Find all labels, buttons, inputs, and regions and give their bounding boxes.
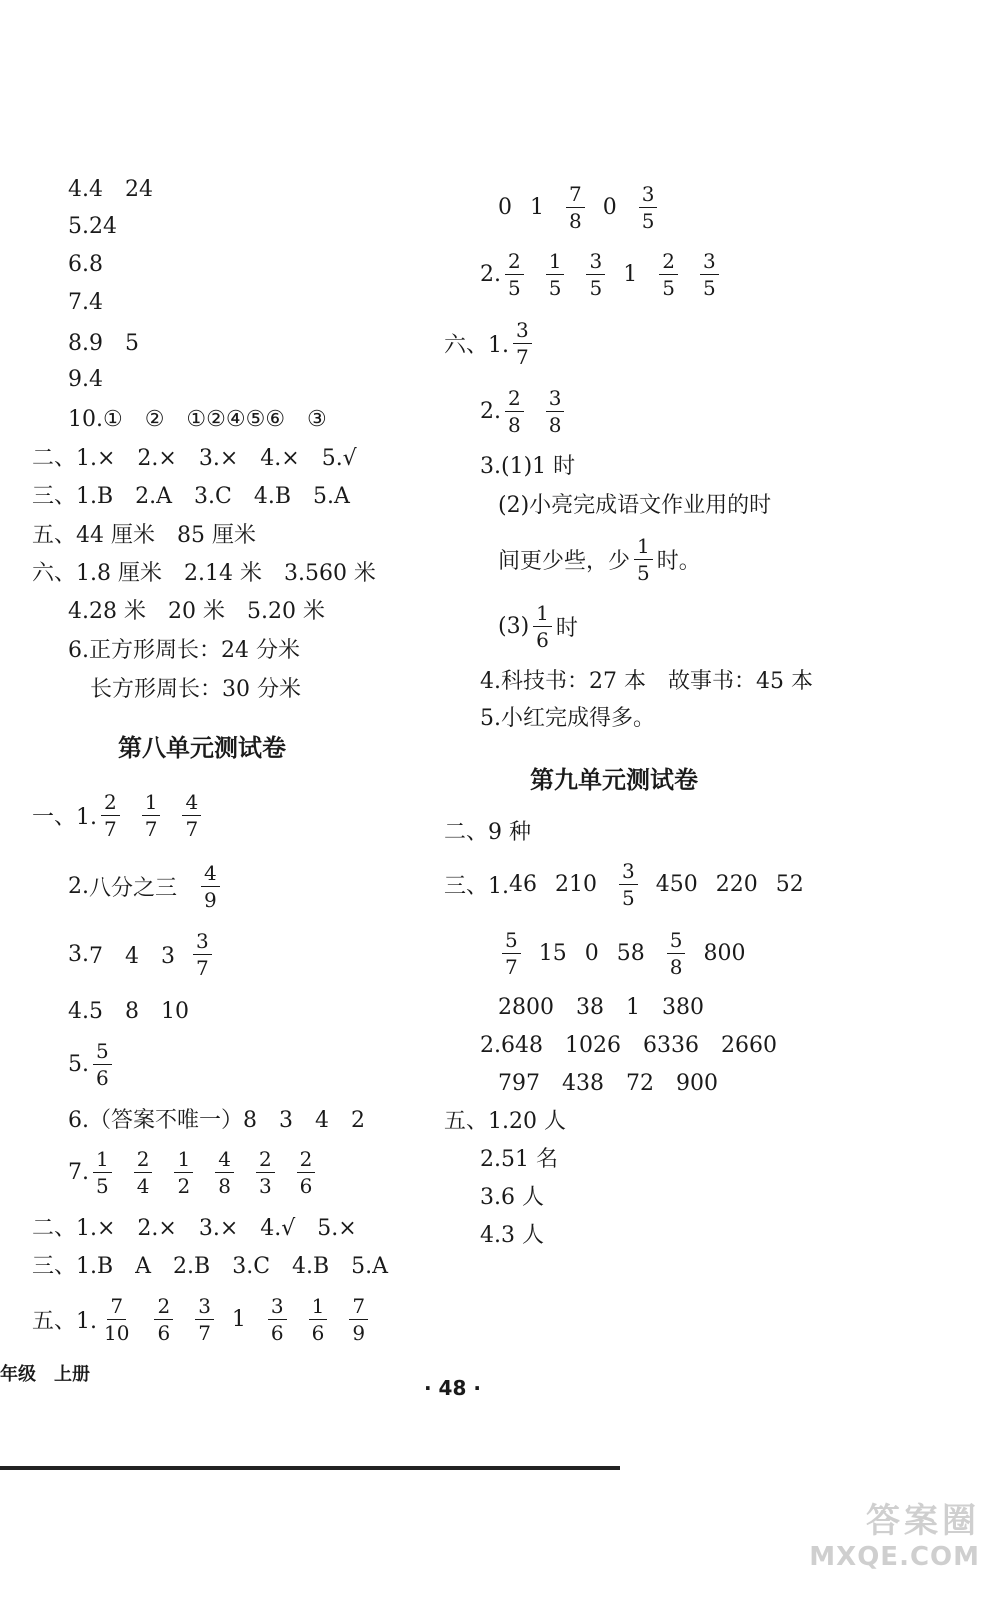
number-value: 52 xyxy=(775,871,804,897)
answer-line: 五、1.20 人 xyxy=(444,1108,566,1134)
fraction: $\frac{3}{5}$ xyxy=(639,184,658,231)
fraction: $\frac{2}{6}$ xyxy=(154,1296,173,1343)
number-list xyxy=(509,858,822,910)
answer-line: 10.① ② ①②④⑤⑥ ③ xyxy=(68,406,327,432)
fraction-list xyxy=(97,789,219,841)
number-list xyxy=(498,927,763,979)
answer-line: 长方形周长：30 分米 xyxy=(90,676,301,702)
answer-line: 6.8 xyxy=(68,251,103,277)
answer-line: 9.4 xyxy=(68,366,103,392)
watermark-logo: 答案圈 MXQE.COM xyxy=(809,1501,980,1572)
answer-line: 2.648 1026 6336 2660 xyxy=(480,1032,777,1058)
number-value: 210 xyxy=(555,871,597,897)
answer-line: 4.科技书：27 本 故事书：45 本 xyxy=(480,668,813,694)
fraction-list xyxy=(97,1293,386,1345)
question-label: 一、1. xyxy=(32,804,97,830)
fraction: $\frac{3}{5}$ xyxy=(586,251,605,298)
number-value: 0 xyxy=(602,194,617,220)
fraction: $\frac{1}{6}$ xyxy=(533,603,552,650)
number-value: 0 xyxy=(498,194,512,220)
answer-line: 4.5 8 10 xyxy=(68,998,189,1024)
answer-line: 二、1.× 2.× 3.× 4.√ 5.× xyxy=(32,1215,357,1241)
answer-line: (2)小亮完成语文作业用的时 xyxy=(498,492,772,518)
answer-line: 二、9 种 xyxy=(444,819,531,845)
number-value: 800 xyxy=(703,940,746,966)
fraction: $\frac{3}{5}$ xyxy=(619,861,638,908)
answer-line: 5.24 xyxy=(68,213,117,239)
answer-line xyxy=(32,786,219,844)
answer-line xyxy=(498,924,763,982)
fraction: $\frac{2}{8}$ xyxy=(505,388,524,435)
question-label: 三、1. xyxy=(444,873,509,899)
fraction: $\frac{5}{6}$ xyxy=(93,1041,112,1088)
answer-line xyxy=(498,530,701,588)
answer-line: 二、1.× 2.× 3.× 4.× 5.√ xyxy=(32,445,357,471)
answer-line: 三、1.B A 2.B 3.C 4.B 5.A xyxy=(32,1253,389,1279)
answer-line: 3.6 人 xyxy=(480,1184,544,1210)
fraction: $\frac{3}{7}$ xyxy=(513,320,532,367)
answer-line xyxy=(32,1290,386,1348)
fraction: $\frac{4}{8}$ xyxy=(215,1149,234,1196)
answer-line xyxy=(480,382,582,440)
answer-text: 7 4 3 xyxy=(89,943,175,969)
answer-line xyxy=(444,855,822,913)
fraction-list xyxy=(498,181,675,233)
fraction: $\frac{1}{5}$ xyxy=(93,1149,112,1196)
answer-line: 5.小红完成得多。 xyxy=(480,705,655,731)
answer-line: 五、44 厘米 85 厘米 xyxy=(32,522,256,548)
answer-line: 8.9 5 xyxy=(68,330,139,356)
answer-line: 三、1.B 2.A 3.C 4.B 5.A xyxy=(32,483,350,509)
number-value: 1 xyxy=(623,261,638,287)
fraction-list xyxy=(501,248,737,300)
section-title-unit9: 第九单元测试卷 xyxy=(530,766,698,794)
answer-line xyxy=(498,178,675,236)
footer-rule xyxy=(0,1466,620,1470)
question-label: 五、1. xyxy=(32,1308,97,1334)
fraction: $\frac{1}{5}$ xyxy=(546,251,565,298)
answer-line: 7.4 xyxy=(68,289,103,315)
question-label: 2. xyxy=(480,398,501,424)
answer-text: 八分之三 xyxy=(89,875,178,901)
question-label: 2. xyxy=(68,873,89,899)
answer-line: 4.28 米 20 米 5.20 米 xyxy=(68,598,325,624)
page-number: · 48 · xyxy=(424,1376,481,1400)
answer-line: 3.(1)1 时 xyxy=(480,453,576,479)
fraction: $\frac{7}{9}$ xyxy=(349,1296,368,1343)
number-value: 46 xyxy=(509,871,537,897)
number-value: 58 xyxy=(616,940,645,966)
answer-text: 间更少些，少 xyxy=(498,548,631,574)
answer-line: 797 438 72 900 xyxy=(498,1070,718,1096)
section-title-unit8: 第八单元测试卷 xyxy=(118,734,286,762)
fraction: $\frac{7}{10}$ xyxy=(104,1293,130,1345)
fraction-list xyxy=(501,385,582,437)
answer-line xyxy=(68,1143,333,1201)
answer-text: 时 xyxy=(555,615,578,641)
fraction: $\frac{1}{2}$ xyxy=(174,1149,193,1196)
fraction: $\frac{5}{8}$ xyxy=(667,930,686,977)
answer-line: 2.51 名 xyxy=(480,1146,558,1172)
answer-line: 6.正方形周长：24 分米 xyxy=(68,637,300,663)
question-label: 3. xyxy=(68,941,89,967)
fraction: $\frac{2}{5}$ xyxy=(505,251,524,298)
fraction: $\frac{3}{6}$ xyxy=(268,1296,287,1343)
answer-line: 6.（答案不唯一）8 3 4 2 xyxy=(68,1107,365,1133)
fraction: $\frac{2}{4}$ xyxy=(134,1149,153,1196)
fraction: $\frac{4}{9}$ xyxy=(201,863,220,910)
answer-line: 六、1.8 厘米 2.14 米 3.560 米 xyxy=(32,560,376,586)
fraction: $\frac{1}{5}$ xyxy=(634,536,653,583)
fraction: $\frac{1}{6}$ xyxy=(309,1296,328,1343)
fraction: $\frac{2}{3}$ xyxy=(256,1149,275,1196)
number-value: 15 xyxy=(538,940,567,966)
answer-line xyxy=(480,245,737,303)
fraction: $\frac{1}{7}$ xyxy=(142,792,161,839)
answer-line: 2800 38 1 380 xyxy=(498,994,704,1020)
number-value: 450 xyxy=(655,871,698,897)
answer-text: 时。 xyxy=(656,548,701,574)
number-value: 0 xyxy=(584,940,599,966)
answer-line: 4.3 人 xyxy=(480,1222,544,1248)
footer-grade-label: 年级 上册 xyxy=(0,1364,90,1385)
answer-line xyxy=(68,925,216,983)
answer-line xyxy=(68,1035,116,1093)
question-label: 5. xyxy=(68,1051,89,1077)
fraction: $\frac{2}{6}$ xyxy=(297,1149,316,1196)
answer-line xyxy=(444,314,536,372)
question-label: 2. xyxy=(480,261,501,287)
question-label: (3) xyxy=(498,613,530,639)
fraction: $\frac{7}{8}$ xyxy=(566,184,585,231)
fraction: $\frac{5}{7}$ xyxy=(502,930,521,977)
fraction: $\frac{3}{5}$ xyxy=(700,251,719,298)
fraction: $\frac{2}{7}$ xyxy=(101,792,120,839)
question-label: 7. xyxy=(68,1159,89,1185)
question-label: 六、1. xyxy=(444,332,509,358)
number-value: 1 xyxy=(231,1306,246,1332)
fraction: $\frac{4}{7}$ xyxy=(182,792,201,839)
number-value: 1 xyxy=(530,194,544,220)
answer-line: 4.4 24 xyxy=(68,176,153,202)
fraction: $\frac{2}{5}$ xyxy=(659,251,678,298)
fraction: $\frac{3}{7}$ xyxy=(193,931,212,978)
fraction-list xyxy=(89,1146,333,1198)
number-value: 220 xyxy=(715,871,758,897)
answer-line xyxy=(68,857,224,915)
fraction: $\frac{3}{7}$ xyxy=(195,1296,214,1343)
answer-line xyxy=(498,597,578,655)
fraction: $\frac{3}{8}$ xyxy=(546,388,565,435)
